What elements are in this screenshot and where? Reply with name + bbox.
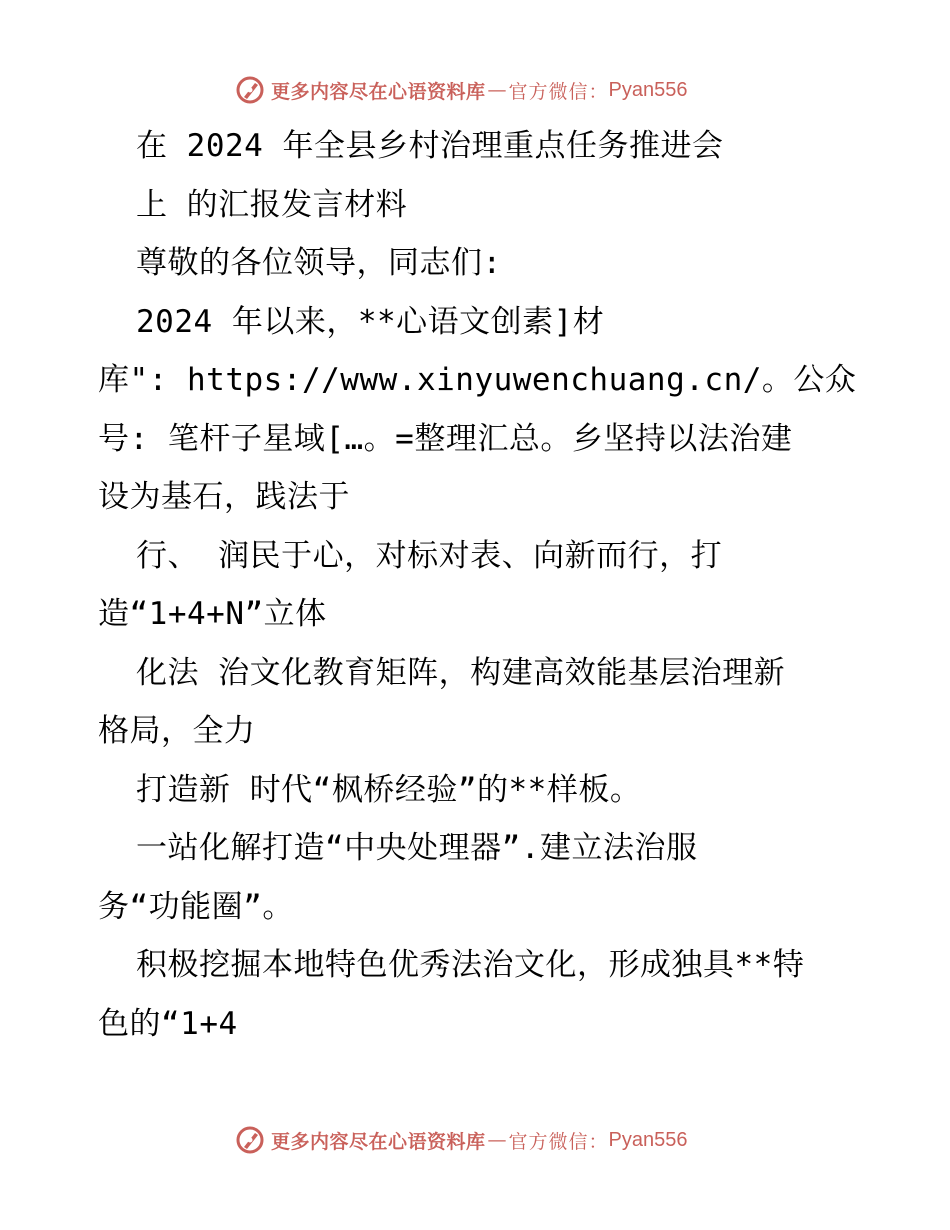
header-watermark <box>235 72 688 108</box>
text-line: 在 2024 年全县乡村治理重点任务推进会 <box>136 128 724 164</box>
watermark-dash: — <box>487 1129 507 1151</box>
text-line: 色的“1+4 <box>98 1005 238 1042</box>
text-line: 一站化解打造“中央处理器”.建立法治服 <box>136 830 698 866</box>
pen-circle-logo-icon <box>235 1125 265 1155</box>
watermark-wechat-id: Pyan556 <box>608 78 688 101</box>
watermark-official-label: 官方微信： <box>508 1130 609 1153</box>
text-line: 行、 润民于心，对标对表、向新而行，打 <box>136 537 723 574</box>
text-line: 打造新 时代“枫桥经验”的**样板。 <box>136 771 642 808</box>
text-line: 尊敬的各位领导，同志们: <box>136 245 502 281</box>
watermark-site-text: 更多内容尽在心语资料库 <box>271 80 486 103</box>
text-line: 造“1+4+N”立体 <box>98 596 327 632</box>
text-line: 设为基石，践法于 <box>98 479 350 515</box>
text-line: 上 的汇报发言材料 <box>136 186 408 223</box>
watermark-wechat-id: Pyan556 <box>608 1128 688 1151</box>
text-line: 库": https://www.xinyuwenchuang.cn/。公众 <box>98 362 857 398</box>
text-line: 务“功能圈”。 <box>98 888 294 925</box>
text-line: 积极挖掘本地特色优秀法治文化，形成独具**特 <box>136 947 805 983</box>
footer-watermark <box>235 1122 688 1158</box>
watermark-official-label: 官方微信： <box>508 80 609 103</box>
text-line: 格局，全力 <box>98 713 256 749</box>
text-line: 号: 笔杆子星域[…。=整理汇总。乡坚持以法治建 <box>98 420 793 457</box>
text-line: 2024 年以来，**心语文创素]材 <box>136 303 605 340</box>
watermark-site-text: 更多内容尽在心语资料库 <box>271 1130 486 1153</box>
text-line: 化法 治文化教育矩阵，构建高效能基层治理新 <box>136 654 786 691</box>
document-body <box>98 117 858 1053</box>
pen-circle-logo-icon <box>235 75 265 105</box>
watermark-dash: — <box>487 79 507 101</box>
